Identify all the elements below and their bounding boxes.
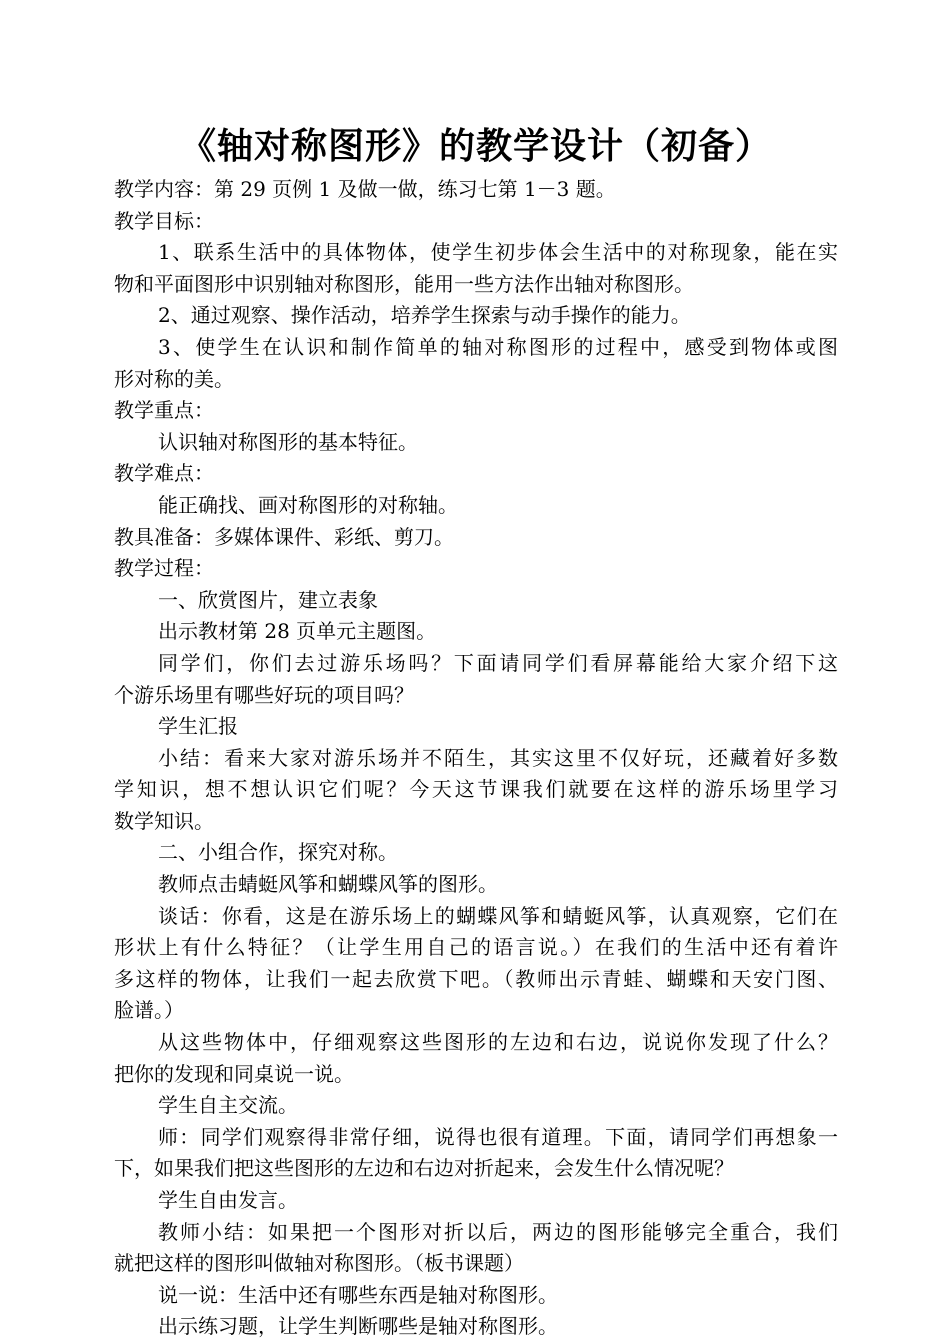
body-line: 教学内容：第 29 页例 1 及做一做，练习七第 1－3 题。 [114, 177, 616, 201]
body-line: 认识轴对称图形的基本特征。 [158, 429, 418, 454]
body-line: 说一说：生活中还有哪些东西是轴对称图形。 [158, 1282, 558, 1307]
body-line: 小结：看来大家对游乐场并不陌生，其实这里不仅好玩，还藏着好多数 [158, 745, 838, 770]
body-line: 形状上有什么特征？（让学生用自己的语言说。）在我们的生活中还有着许 [114, 935, 838, 960]
body-line: 教学难点： [114, 461, 214, 486]
body-line: 多这样的物体，让我们一起去欣赏下吧。（教师出示青蛙、蝴蝶和天安门图、 [114, 966, 838, 991]
body-line: 同学们，你们去过游乐场吗？下面请同学们看屏幕能给大家介绍下这 [158, 650, 838, 675]
document-body [114, 174, 838, 1343]
body-line: 下，如果我们把这些图形的左边和右边对折起来，会发生什么情况呢？ [114, 1156, 734, 1181]
body-line: 教学重点： [114, 398, 214, 423]
body-line: 2、通过观察、操作活动，培养学生探索与动手操作的能力。 [158, 303, 691, 328]
body-line: 就把这样的图形叫做轴对称图形。（板书课题） [114, 1251, 524, 1276]
body-line: 教具准备：多媒体课件、彩纸、剪刀。 [114, 524, 454, 549]
body-line: 学知识，想不想认识它们呢？今天这节课我们就要在这样的游乐场里学习 [114, 777, 838, 802]
body-line: 一、欣赏图片，建立表象 [158, 587, 378, 612]
body-line: 脸谱。） [114, 998, 184, 1023]
body-line: 谈话：你看，这是在游乐场上的蝴蝶风筝和蜻蜓风筝，认真观察，它们在 [158, 903, 838, 928]
body-line: 3、使学生在认识和制作简单的轴对称图形的过程中，感受到物体或图 [158, 334, 838, 359]
body-line: 能正确找、画对称图形的对称轴。 [158, 492, 458, 517]
body-line: 物和平面图形中识别轴对称图形，能用一些方法作出轴对称图形。 [114, 271, 694, 296]
body-line: 1、联系生活中的具体物体，使学生初步体会生活中的对称现象，能在实 [158, 240, 838, 265]
body-line: 二、小组合作，探究对称。 [158, 840, 398, 865]
body-line: 学生自主交流。 [158, 1093, 298, 1118]
body-line: 学生汇报 [158, 714, 238, 739]
body-line: 学生自由发言。 [158, 1188, 298, 1212]
body-line: 教学目标： [114, 208, 214, 233]
body-line: 教学过程： [114, 556, 214, 581]
body-line: 把你的发现和同桌说一说。 [114, 1061, 354, 1086]
body-line: 从这些物体中，仔细观察这些图形的左边和右边，说说你发现了什么？ [158, 1030, 838, 1055]
body-line: 个游乐场里有哪些好玩的项目吗？ [114, 682, 414, 707]
body-line: 出示练习题，让学生判断哪些是轴对称图形。 [158, 1314, 558, 1339]
body-line: 教师点击蜻蜓风筝和蝴蝶风筝的图形。 [158, 872, 498, 897]
body-line: 形对称的美。 [114, 366, 234, 391]
body-line: 数学知识。 [114, 808, 214, 833]
body-line: 教师小结：如果把一个图形对折以后，两边的图形能够完全重合，我们 [158, 1219, 838, 1244]
document-title: 《轴对称图形》的教学设计（初备） [179, 125, 772, 167]
body-line: 师：同学们观察得非常仔细，说得也很有道理。下面，请同学们再想象一 [158, 1124, 838, 1149]
document-page [114, 124, 838, 1343]
body-line: 出示教材第 28 页单元主题图。 [158, 619, 437, 644]
